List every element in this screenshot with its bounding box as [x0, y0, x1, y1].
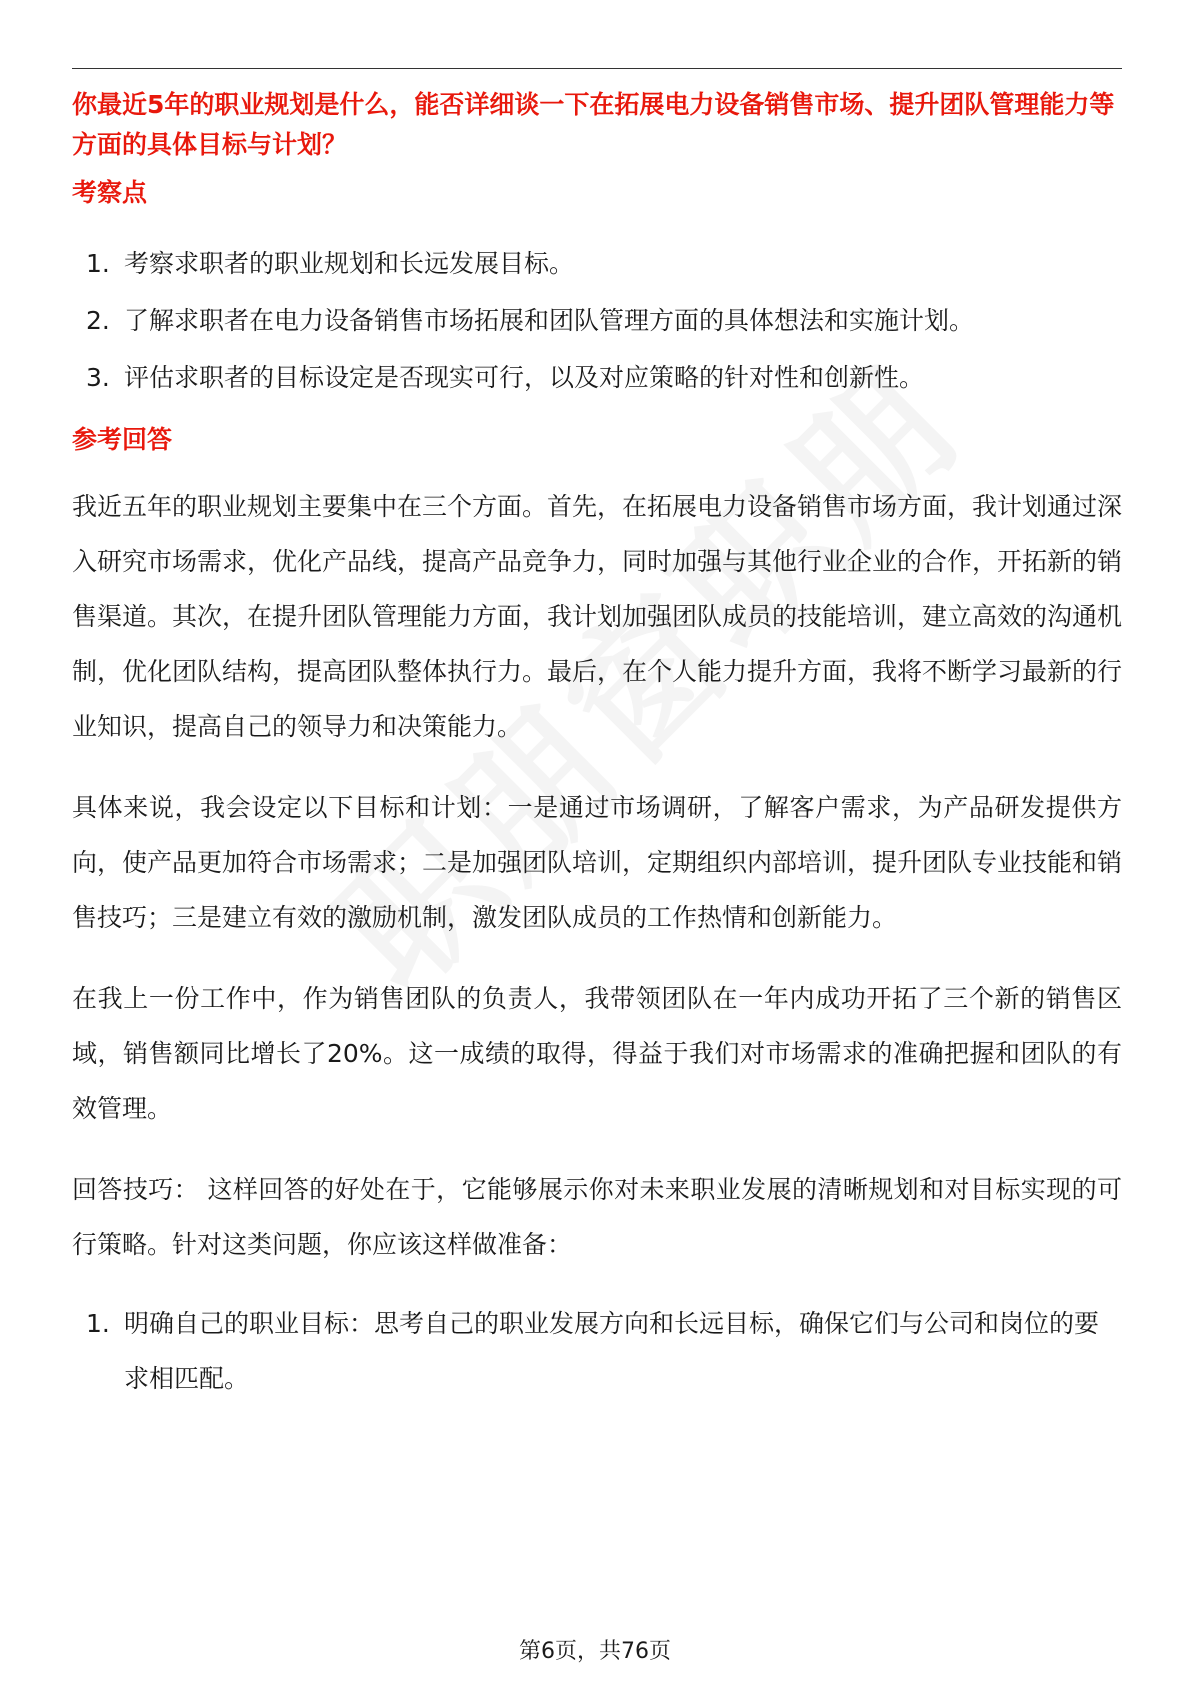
page-content: [72, 85, 1122, 1406]
top-rule: [72, 68, 1122, 69]
reference-answer-title: 参考回答: [72, 425, 173, 454]
exam-points-title: 考察点: [72, 178, 148, 207]
list-item: 3. 评估求职者的目标设定是否现实可行，以及对应策略的针对性和创新性。: [86, 363, 925, 392]
answer-paragraph: 我近五年的职业规划主要集中在三个方面。首先，在拓展电力设备销售市场方面，我计划通过深入研究市场需求，优化产品线，提高产品竞争力，同时加强与其他行业企业的合作，开拓新的销售渠道。其次，在提升团队管理能力方面，我计划加强团队成员的技能培训，建立高效的沟通机制，优化团队结构，提高团队整体执行力。最后，在个人能力提升方面，我将不断学习最新的行业知识，提高自己的领导力和决策能力。: [72, 492, 1123, 741]
question-heading: 你最近5年的职业规划是什么，能否详细谈一下在拓展电力设备销售市场、提升团队管理能力等方面的具体目标与计划？: [72, 90, 1115, 159]
page-footer: 第6页，共76页: [519, 1639, 671, 1664]
answer-tips-paragraph: 回答技巧： 这样回答的好处在于，它能够展示你对未来职业发展的清晰规划和对目标实现的可行策略。针对这类问题，你应该这样做准备：: [72, 1175, 1122, 1259]
answer-paragraph: 在我上一份工作中，作为销售团队的负责人，我带领团队在一年内成功开拓了三个新的销售区域，销售额同比增长了20%。这一成绩的取得，得益于我们对市场需求的准确把握和团队的有效管理。: [72, 984, 1122, 1123]
answer-paragraph: 具体来说，我会设定以下目标和计划：一是通过市场调研，了解客户需求，为产品研发提供方向，使产品更加符合市场需求；二是加强团队培训，定期组织内部培训，提升团队专业技能和销售技巧；三是建立有效的激励机制，激发团队成员的工作热情和创新能力。: [72, 793, 1123, 932]
list-item: 1. 考察求职者的职业规划和长远发展目标。: [86, 249, 575, 278]
list-item: 1. 明确自己的职业目标：思考自己的职业发展方向和长远目标，确保它们与公司和岗位的要求相匹配。: [86, 1309, 1100, 1393]
exam-points-list: [72, 235, 1122, 406]
list-item: 2. 了解求职者在电力设备销售市场拓展和团队管理方面的具体想法和实施计划。: [86, 306, 975, 335]
tips-list: [72, 1296, 1122, 1406]
